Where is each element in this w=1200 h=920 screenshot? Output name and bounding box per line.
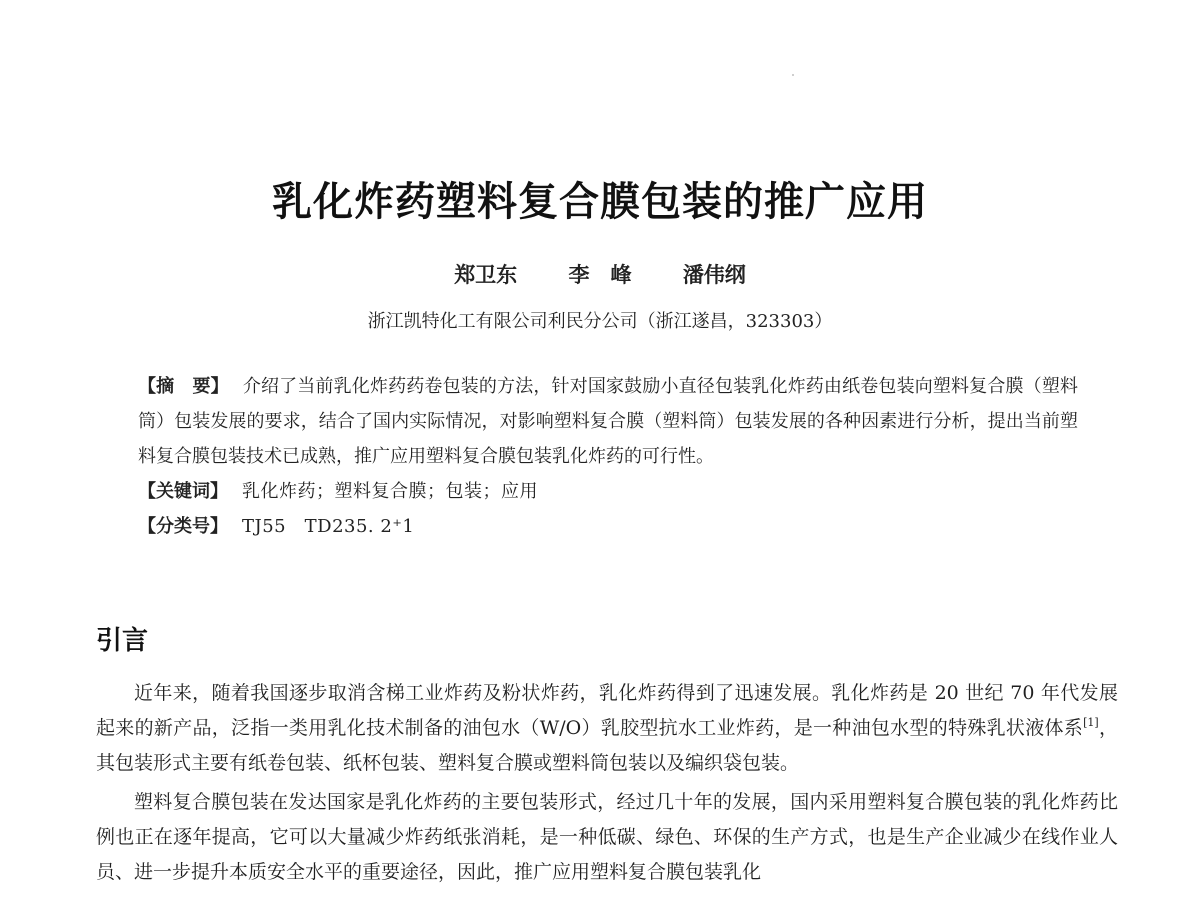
abstract-text: 介绍了当前乳化炸药药卷包装的方法，针对国家鼓励小直径包装乳化炸药由纸卷包装向塑料复合膜（塑料筒）包装发展的要求，结合了国内实际情况，对影响塑料复合膜（塑料筒）包装发展的各种因素进行分析，提出当前塑料复合膜包装技术已成熟，推广应用塑料复合膜包装乳化炸药的可行性。 [138,376,1079,467]
section-heading: 引言 [96,626,149,656]
keywords-line [138,474,1078,509]
body-paragraph [96,676,1118,781]
author-list [0,259,1200,289]
affiliation: 浙江凯特化工有限公司利民分公司（浙江遂昌，323303） [367,311,833,332]
author-name: 潘伟纲 [682,262,746,287]
paragraph-text: 近年来，随着我国逐步取消含梯工业炸药及粉状炸药，乳化炸药得到了迅速发展。乳化炸药是 20 世纪 70 年代发展起来的新产品，泛指一类用乳化技术制备的油包水（W/O）乳胶型抗水工业炸药，是一种油包水型的特殊乳状液体系 [96,682,1118,739]
classification-text: TJ55 TD235. 2⁺1 [242,516,415,537]
abstract [138,369,1078,474]
author-name: 李 峰 [568,262,632,287]
keywords-text: 乳化炸药；塑料复合膜；包装；应用 [242,481,538,502]
scan-speck [792,74,794,76]
classification-label: 【分类号】 [138,516,228,537]
paper-title: 乳化炸药塑料复合膜包装的推广应用 [272,179,928,225]
citation-ref: [1] [1083,716,1099,729]
body-paragraph: 塑料复合膜包装在发达国家是乳化炸药的主要包装形式，经过几十年的发展，国内采用塑料复合膜包装的乳化炸药比例也正在逐年提高，它可以大量减少炸药纸张消耗，是一种低碳、绿色、环保的生产方式，也是生产企业减少在线作业人员、进一步提升本质安全水平的重要途径，因此，推广应用塑料复合膜包装乳化 [96,791,1118,883]
abstract-label: 【摘 要】 [138,376,229,397]
keywords-label: 【关键词】 [138,481,228,502]
author-name: 郑卫东 [454,262,518,287]
paragraph-text: ，其包装形式主要有纸卷包装、纸杯包装、塑料复合膜或塑料筒包装以及编织袋包装。 [96,717,1118,774]
abstract-block [138,369,1078,544]
classification-line [138,509,1078,544]
section-body [96,676,1118,894]
